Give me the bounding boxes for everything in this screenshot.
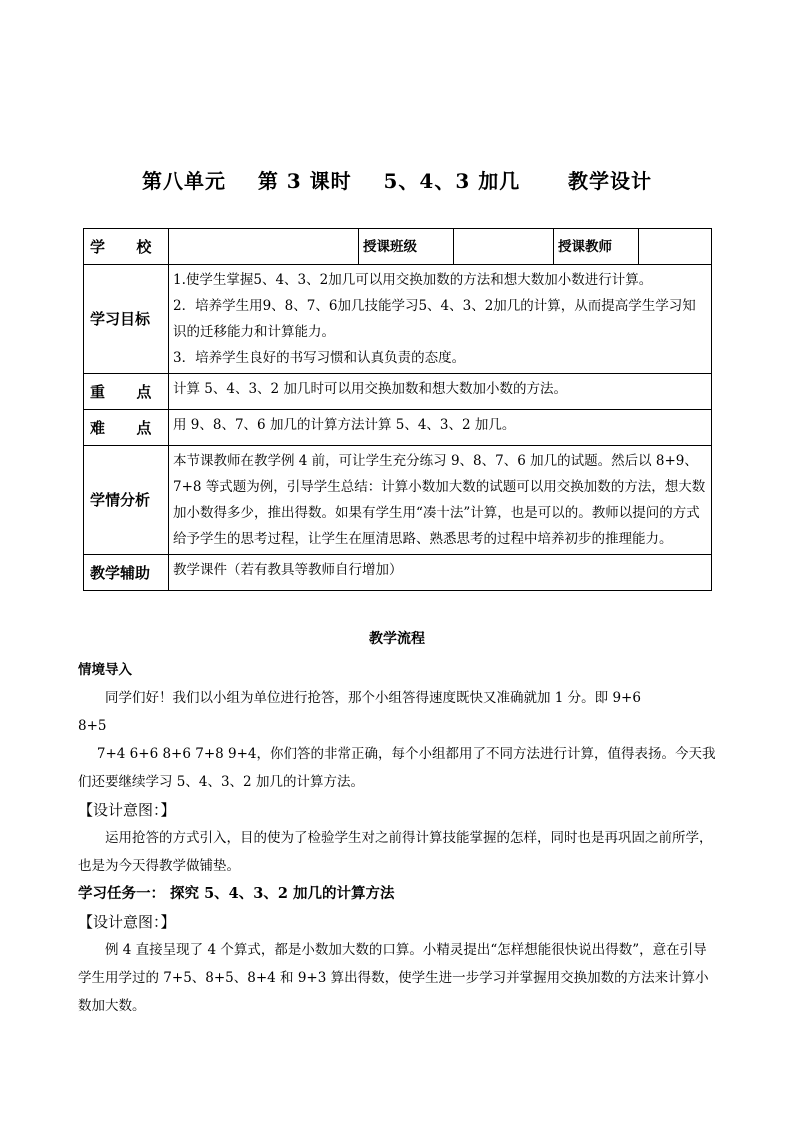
- flow-title: 教学流程: [369, 631, 425, 647]
- goal-item: 2．培养学生用9、8、7、6加几技能学习5、4、3、2加几的计算，从而提高学生学习知识的迁移能力和计算能力。: [173, 298, 696, 340]
- key-text: 计算 5、4、3、2 加几时可以用交换加数和想大数加小数的方法。: [169, 374, 712, 410]
- intro-paragraph-3: 7+4 6+6 8+6 7+8 9+4，你们答的非常正确，每个小组都用了不同方法进行计算，值得表扬。今天我们还要继续学习 5、4、3、2 加几的计算方法。: [78, 746, 716, 790]
- difficulty-label: 难 点: [84, 410, 169, 446]
- school-label: 学 校: [84, 229, 169, 265]
- goals-cell: [169, 265, 712, 374]
- flow-section: [78, 656, 718, 1020]
- goals-label: 学习目标: [84, 265, 169, 374]
- difficulty-row: [84, 410, 712, 446]
- goal-item: 3．培养学生良好的书写习惯和认真负责的态度。: [173, 350, 466, 366]
- design-intent-heading: 【设计意图：】: [78, 801, 176, 819]
- intro-paragraph: 同学们好！我们以小组为单位进行抢答，那个小组答得速度既快又准确就加 1 分。即 9+6: [105, 690, 641, 706]
- aid-text: 教学课件（若有教具等教师自行增加）: [169, 555, 712, 591]
- analysis-text: 本节课教师在教学例 4 前，可让学生充分练习 9、8、7、6 加几的试题。然后以 8+9、7+8 等式题为例，引导学生总结：计算小数加大数的试题可以用交换加数的方法，想大数加小数得多少，推出得数。如果有学生用“凑十法”计算，也是可以的。教师以提问的方式给予学生的思考过程，让学生在厘清思路、熟悉思考的过程中培养初步的推理能力。: [169, 446, 712, 555]
- design-intent-text: 运用抢答的方式引入，目的使为了检验学生对之前得计算技能掌握的怎样，同时也是再巩固之前所学，也是为今天得教学做铺垫。: [78, 830, 713, 874]
- analysis-label: 学情分析: [84, 446, 169, 555]
- goals-row: [84, 265, 712, 374]
- teacher-label: 授课教师: [554, 229, 639, 265]
- design-intent-text-2: 例 4 直接呈现了 4 个算式，都是小数加大数的口算。小精灵提出“怎样想能很快说出得数”，意在引导学生用学过的 7+5、8+5、8+4 和 9+3 算出得数，使学生进一步学习并掌握用交换加数的方法来计算小数加大数。: [78, 942, 709, 1014]
- key-label: 重 点: [84, 374, 169, 410]
- intro-heading: 情境导入: [78, 662, 132, 678]
- key-row: [84, 374, 712, 410]
- aid-row: [84, 555, 712, 591]
- header-row: [84, 229, 712, 265]
- task1-heading: 学习任务一： 探究 5、4、3、2 加几的计算方法: [78, 885, 395, 902]
- class-label: 授课班级: [359, 229, 454, 265]
- info-table: [83, 228, 712, 591]
- class-value: [454, 229, 554, 265]
- intro-paragraph-2: 8+5: [78, 718, 107, 734]
- aid-label: 教学辅助: [84, 555, 169, 591]
- design-intent-heading-2: 【设计意图：】: [78, 913, 176, 931]
- school-value: [169, 229, 359, 265]
- page-title: 第八单元 第 3 课时 5、4、3 加几 教学设计: [141, 169, 653, 193]
- analysis-row: [84, 446, 712, 555]
- goal-item: 1.使学生掌握5、4、3、2加几可以用交换加数的方法和想大数加小数进行计算。: [173, 272, 653, 288]
- difficulty-text: 用 9、8、7、6 加几的计算方法计算 5、4、3、2 加几。: [169, 410, 712, 446]
- teacher-value: [639, 229, 712, 265]
